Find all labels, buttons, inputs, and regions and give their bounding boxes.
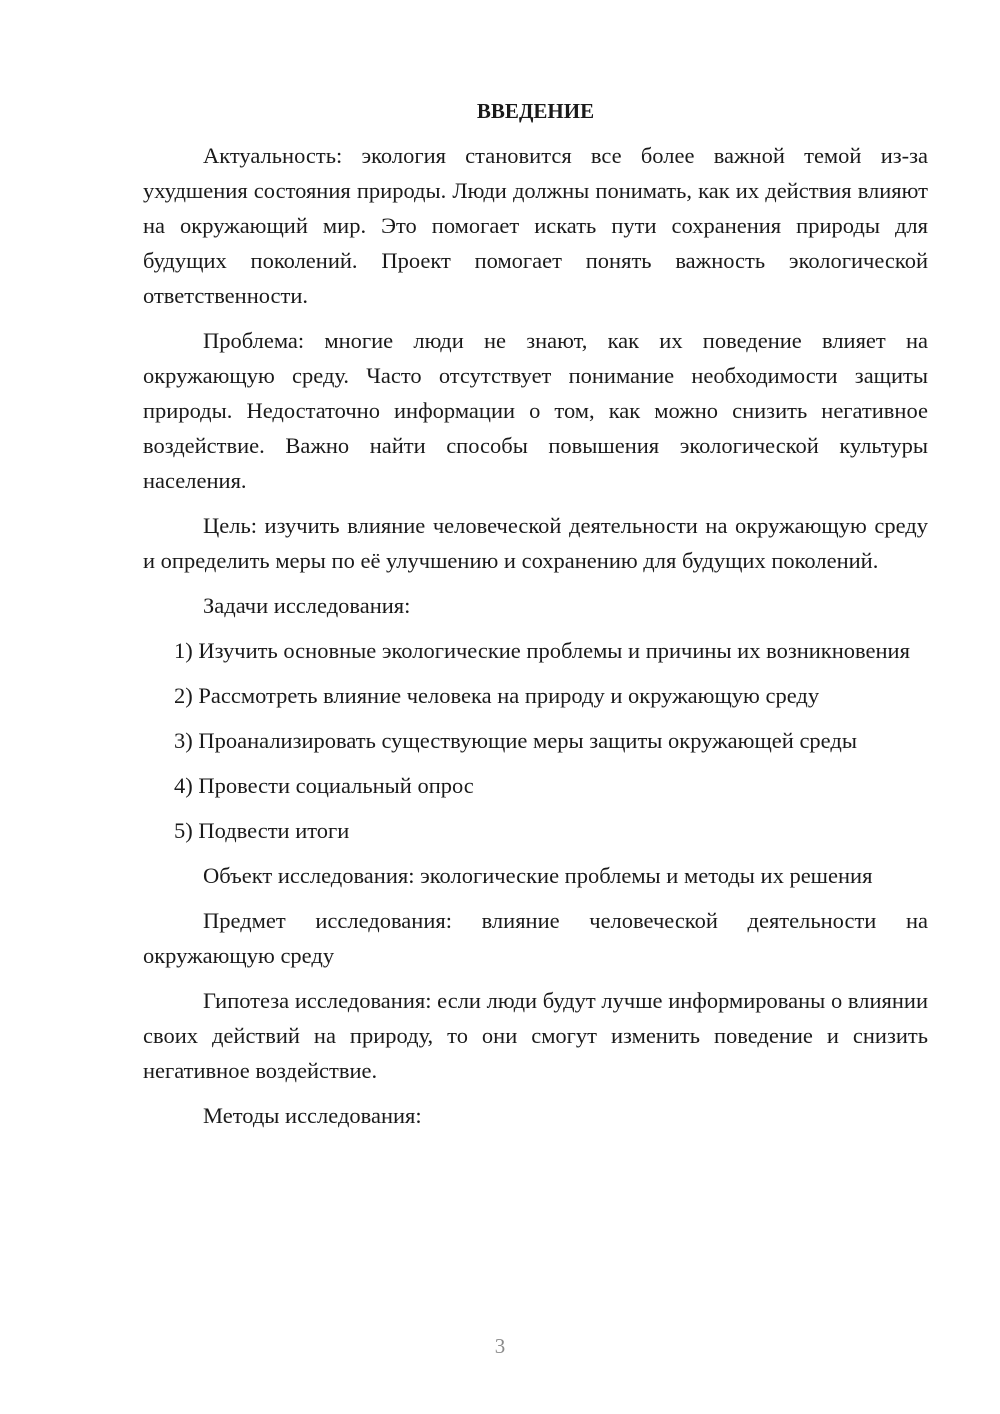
- document-page: [143, 94, 928, 1143]
- tasks-list: [143, 633, 928, 848]
- problem-paragraph: Проблема: многие люди не знают, как их поведение влияет на окружающую среду. Часто отсутствует понимание необходимости защиты природы. Недостаточно информации о том, как можно снизить негативное воздействие. Важно найти способы повышения экологической культуры населения.: [143, 328, 928, 493]
- subject-paragraph: Предмет исследования: влияние человеческой деятельности на окружающую среду: [143, 908, 928, 968]
- tasks-heading: Задачи исследования:: [203, 593, 411, 618]
- list-item: 5) Подвести итоги: [174, 818, 350, 843]
- hypothesis-paragraph: Гипотеза исследования: если люди будут лучше информированы о влиянии своих действий на природу, то они смогут изменить поведение и снизить негативное воздействие.: [143, 988, 928, 1083]
- page-number: 3: [494, 1334, 506, 1358]
- methods-heading: Методы исследования:: [203, 1103, 422, 1128]
- section-title: ВВЕДЕНИЕ: [476, 99, 595, 123]
- list-item: 1) Изучить основные экологические проблемы и причины их возникновения: [174, 638, 910, 663]
- list-item: 2) Рассмотреть влияние человека на природу и окружающую среду: [174, 683, 820, 708]
- list-item: 4) Провести социальный опрос: [174, 773, 474, 798]
- list-item: 3) Проанализировать существующие меры защиты окружающей среды: [174, 728, 857, 753]
- relevance-paragraph: Актуальность: экология становится все более важной темой из-за ухудшения состояния природы. Люди должны понимать, как их действия влияют на окружающий мир. Это помогает искать пути сохранения природы для будущих поколений. Проект помогает понять важность экологической ответственности.: [143, 143, 928, 308]
- object-paragraph: Объект исследования: экологические проблемы и методы их решения: [203, 863, 873, 888]
- goal-paragraph: Цель: изучить влияние человеческой деятельности на окружающую среду и определить меры по её улучшению и сохранению для будущих поколений.: [143, 513, 928, 573]
